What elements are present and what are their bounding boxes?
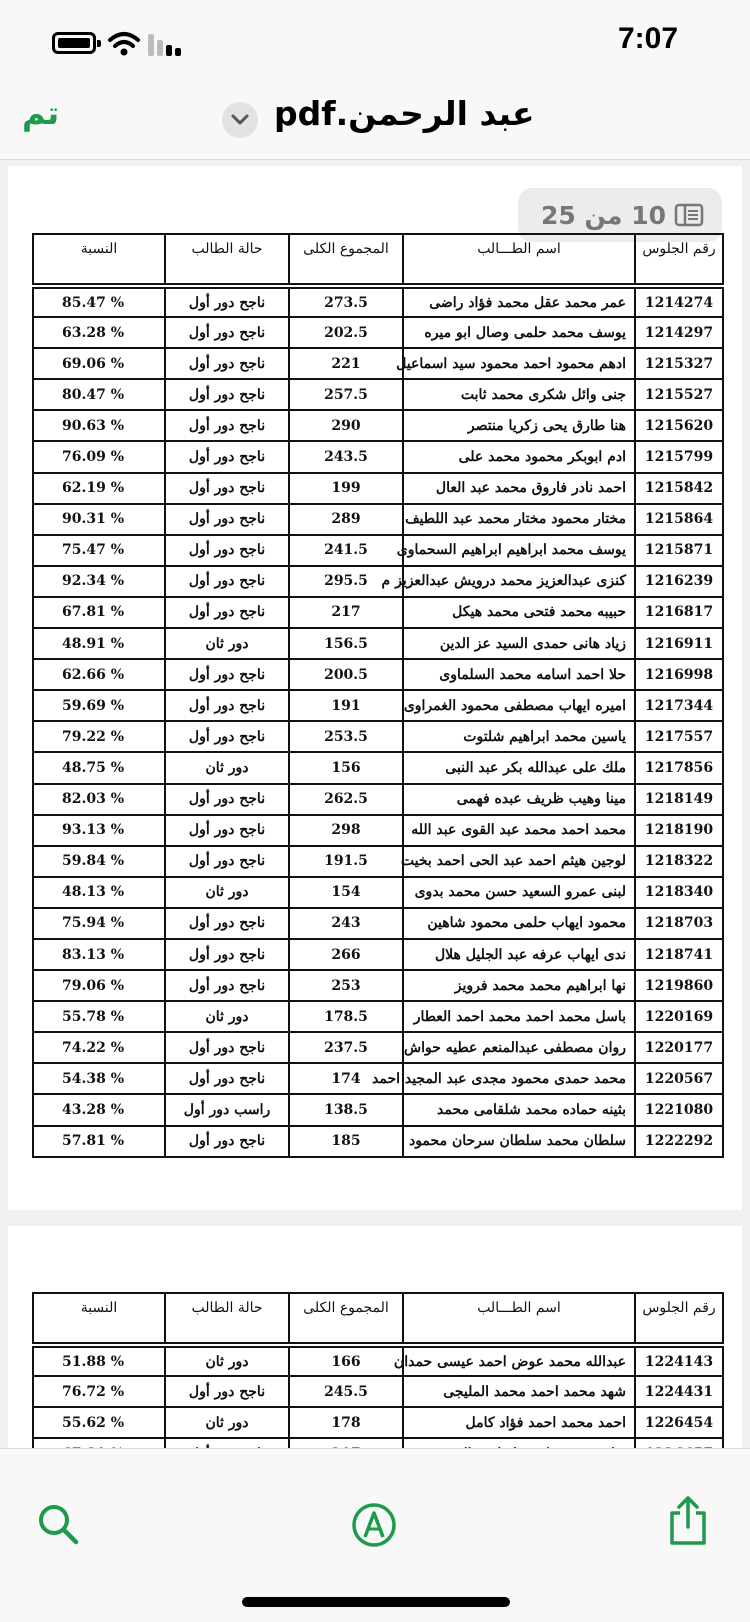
status-cell: ناجح دور أول <box>165 473 289 504</box>
status-cell: ناجح دور أول <box>165 286 289 317</box>
seat-no-cell: 1216911 <box>635 628 723 659</box>
header-status: حالة الطالب <box>165 1293 289 1345</box>
total-cell: 217 <box>289 597 403 628</box>
total-cell: 243.5 <box>289 441 403 472</box>
total-cell: 298 <box>289 815 403 846</box>
wifi-icon <box>108 30 140 58</box>
header-status: حالة الطالب <box>165 234 289 286</box>
student-name-cell: حلا احمد اسامه محمد السلماوى <box>403 659 635 690</box>
results-table <box>32 233 724 1158</box>
seat-no-cell: 1215864 <box>635 504 723 535</box>
page-indicator-text: 10 من 25 <box>541 200 666 230</box>
total-cell: 253 <box>289 970 403 1001</box>
status-cell: ناجح دور أول <box>165 1063 289 1094</box>
student-name-cell: عبدالله محمد عوض احمد عيسى حمدان <box>403 1345 635 1376</box>
pdf-page[interactable] <box>8 166 742 1210</box>
search-icon <box>36 1502 80 1546</box>
battery-icon <box>52 32 96 54</box>
status-cell: ناجح دور أول <box>165 597 289 628</box>
table-row <box>33 317 723 348</box>
student-name-cell: يوسف محمد حلمى وصال ابو ميره <box>403 317 635 348</box>
student-name-cell: ادهم محمود احمد محمود سيد اسماعيل <box>403 348 635 379</box>
status-cell: دور ثان <box>165 752 289 783</box>
total-cell: 191.5 <box>289 846 403 877</box>
table-row <box>33 970 723 1001</box>
percent-cell: 67.81 % <box>33 597 165 628</box>
percent-cell: 85.47 % <box>33 286 165 317</box>
percent-cell: 63.28 % <box>33 317 165 348</box>
student-name-cell: نها ابراهيم محمد محمد فرويز <box>403 970 635 1001</box>
table-row <box>33 348 723 379</box>
seat-no-cell: 1220169 <box>635 1001 723 1032</box>
total-cell: 245.5 <box>289 1376 403 1407</box>
student-name-cell: روان مصطفى عبدالمنعم عطيه حواش <box>403 1032 635 1063</box>
percent-cell: 57.81 % <box>33 1126 165 1157</box>
table-row <box>33 659 723 690</box>
table-row <box>33 441 723 472</box>
table-row <box>33 939 723 970</box>
student-name-cell: زياد هانى حمدى السيد عز الدين <box>403 628 635 659</box>
student-name-cell: محمد حمدى محمود مجدى عبد المجيد احمد <box>403 1063 635 1094</box>
table-row <box>33 1094 723 1125</box>
cellular-signal-icon <box>148 32 184 56</box>
total-cell: 154 <box>289 877 403 908</box>
student-name-cell: عمر محمد عقل محمد فؤاد راضى <box>403 286 635 317</box>
status-cell: ناجح دور أول <box>165 846 289 877</box>
percent-cell: 90.31 % <box>33 504 165 535</box>
status-cell: ناجح دور أول <box>165 504 289 535</box>
percent-cell: 54.38 % <box>33 1063 165 1094</box>
percent-cell: 76.09 % <box>33 441 165 472</box>
navigation-bar <box>0 88 750 160</box>
table-row <box>33 1001 723 1032</box>
status-cell: ناجح دور أول <box>165 535 289 566</box>
table-row <box>33 473 723 504</box>
student-name-cell: سلطان محمد سلطان سرحان محمود <box>403 1126 635 1157</box>
status-cell: ناجح دور أول <box>165 908 289 939</box>
header-student-name: اسم الطـــالب <box>403 234 635 286</box>
percent-cell: 55.78 % <box>33 1001 165 1032</box>
done-button[interactable]: تم <box>22 94 60 132</box>
status-bar <box>0 0 750 88</box>
student-name-cell: كنزى عبدالعزيز محمد درويش عبدالعزيز م <box>403 566 635 597</box>
status-cell: ناجح دور أول <box>165 566 289 597</box>
search-button[interactable] <box>34 1501 82 1549</box>
status-cell: ناجح دور أول <box>165 317 289 348</box>
table-row <box>33 566 723 597</box>
percent-cell: 76.72 % <box>33 1376 165 1407</box>
total-cell: 202.5 <box>289 317 403 348</box>
header-total: المجموع الكلى <box>289 234 403 286</box>
percent-cell: 69.06 % <box>33 348 165 379</box>
student-name-cell: باسل محمد احمد محمد احمد العطار <box>403 1001 635 1032</box>
markup-button[interactable] <box>350 1501 398 1549</box>
total-cell: 241.5 <box>289 535 403 566</box>
table-row <box>33 721 723 752</box>
header-seat-no: رقم الجلوس <box>635 1293 723 1345</box>
status-cell: ناجح دور أول <box>165 659 289 690</box>
student-name-cell: مختار محمود مختار محمد عبد اللطيف <box>403 504 635 535</box>
status-time: 7:07 <box>617 22 678 55</box>
status-cell: ناجح دور أول <box>165 1032 289 1063</box>
student-name-cell: هنا طارق يحى زكريا منتصر <box>403 410 635 441</box>
seat-no-cell: 1221080 <box>635 1094 723 1125</box>
total-cell: 257.5 <box>289 379 403 410</box>
student-name-cell: ياسين محمد ابراهيم شلتوت <box>403 721 635 752</box>
total-cell: 185 <box>289 1126 403 1157</box>
total-cell: 253.5 <box>289 721 403 752</box>
total-cell: 237.5 <box>289 1032 403 1063</box>
total-cell: 295.5 <box>289 566 403 597</box>
table-row <box>33 877 723 908</box>
status-cell: راسب دور أول <box>165 1094 289 1125</box>
total-cell: 266 <box>289 939 403 970</box>
percent-cell: 48.91 % <box>33 628 165 659</box>
percent-cell: 90.63 % <box>33 410 165 441</box>
seat-no-cell: 1224431 <box>635 1376 723 1407</box>
percent-cell: 79.06 % <box>33 970 165 1001</box>
seat-no-cell: 1226454 <box>635 1407 723 1438</box>
percent-cell: 74.22 % <box>33 1032 165 1063</box>
seat-no-cell: 1224143 <box>635 1345 723 1376</box>
table-row <box>33 690 723 721</box>
seat-no-cell: 1218703 <box>635 908 723 939</box>
seat-no-cell: 1215871 <box>635 535 723 566</box>
student-name-cell: احمد نادر فاروق محمد عبد العال <box>403 473 635 504</box>
status-cell: ناجح دور أول <box>165 410 289 441</box>
table-row <box>33 628 723 659</box>
total-cell: 166 <box>289 1345 403 1376</box>
header-total: المجموع الكلى <box>289 1293 403 1345</box>
total-cell: 273.5 <box>289 286 403 317</box>
table-header-row <box>33 234 723 286</box>
student-name-cell: لوجين هيثم احمد عبد الحى احمد بخيت <box>403 846 635 877</box>
percent-cell: 83.13 % <box>33 939 165 970</box>
percent-cell: 93.13 % <box>33 815 165 846</box>
header-percent: النسبة <box>33 1293 165 1345</box>
student-name-cell: شهد محمد احمد محمد المليجى <box>403 1376 635 1407</box>
status-cell: دور ثان <box>165 1001 289 1032</box>
status-cell: دور ثان <box>165 1345 289 1376</box>
table-header-row <box>33 1293 723 1345</box>
student-name-cell: يوسف محمد ابراهيم ابراهيم السحماوى <box>403 535 635 566</box>
student-name-cell: ادم ابوبكر محمود محمد على <box>403 441 635 472</box>
total-cell: 138.5 <box>289 1094 403 1125</box>
seat-no-cell: 1216239 <box>635 566 723 597</box>
total-cell: 200.5 <box>289 659 403 690</box>
table-row <box>33 784 723 815</box>
seat-no-cell: 1215527 <box>635 379 723 410</box>
student-name-cell: جنى وائل شكرى محمد ثابت <box>403 379 635 410</box>
table-row <box>33 410 723 441</box>
table-row <box>33 379 723 410</box>
status-cell: دور ثان <box>165 1407 289 1438</box>
header-seat-no: رقم الجلوس <box>635 234 723 286</box>
status-cell: ناجح دور أول <box>165 815 289 846</box>
total-cell: 178 <box>289 1407 403 1438</box>
seat-no-cell: 1218340 <box>635 877 723 908</box>
markup-icon <box>350 1501 398 1549</box>
status-cell: دور ثان <box>165 877 289 908</box>
student-name-cell: ندى ايهاب عرفه عبد الجليل هلال <box>403 939 635 970</box>
seat-no-cell: 1218190 <box>635 815 723 846</box>
seat-no-cell: 1216817 <box>635 597 723 628</box>
table-row <box>33 597 723 628</box>
percent-cell: 62.66 % <box>33 659 165 690</box>
sidebar-pages-icon <box>674 203 704 227</box>
seat-no-cell: 1218741 <box>635 939 723 970</box>
student-name-cell: حبيبه محمد فتحى محمد هيكل <box>403 597 635 628</box>
status-cell: ناجح دور أول <box>165 1126 289 1157</box>
table-row <box>33 504 723 535</box>
status-cell: ناجح دور أول <box>165 379 289 410</box>
home-indicator <box>242 1597 510 1607</box>
percent-cell: 80.47 % <box>33 379 165 410</box>
student-name-cell: لبنى عمرو السعيد حسن محمد بدوى <box>403 877 635 908</box>
total-cell: 221 <box>289 348 403 379</box>
seat-no-cell: 1215842 <box>635 473 723 504</box>
student-name-cell: احمد محمد احمد فؤاد كامل <box>403 1407 635 1438</box>
seat-no-cell: 1220567 <box>635 1063 723 1094</box>
table-row <box>33 1376 723 1407</box>
total-cell: 174 <box>289 1063 403 1094</box>
percent-cell: 59.69 % <box>33 690 165 721</box>
student-name-cell: ملك على عبدالله بكر عبد النبى <box>403 752 635 783</box>
percent-cell: 48.13 % <box>33 877 165 908</box>
total-cell: 199 <box>289 473 403 504</box>
bottom-toolbar <box>0 1448 750 1622</box>
table-row <box>33 752 723 783</box>
seat-no-cell: 1216998 <box>635 659 723 690</box>
table-row <box>33 535 723 566</box>
student-name-cell: مينا وهيب ظريف عبده فهمى <box>403 784 635 815</box>
status-cell: ناجح دور أول <box>165 690 289 721</box>
total-cell: 290 <box>289 410 403 441</box>
total-cell: 243 <box>289 908 403 939</box>
status-cell: ناجح دور أول <box>165 348 289 379</box>
seat-no-cell: 1214297 <box>635 317 723 348</box>
seat-no-cell: 1217557 <box>635 721 723 752</box>
percent-cell: 43.28 % <box>33 1094 165 1125</box>
percent-cell: 82.03 % <box>33 784 165 815</box>
seat-no-cell: 1219860 <box>635 970 723 1001</box>
total-cell: 262.5 <box>289 784 403 815</box>
title-menu-button[interactable] <box>222 102 258 138</box>
table-row <box>33 908 723 939</box>
seat-no-cell: 1214274 <box>635 286 723 317</box>
seat-no-cell: 1217344 <box>635 690 723 721</box>
seat-no-cell: 1220177 <box>635 1032 723 1063</box>
percent-cell: 48.75 % <box>33 752 165 783</box>
status-cell: ناجح دور أول <box>165 939 289 970</box>
status-cell: ناجح دور أول <box>165 784 289 815</box>
percent-cell: 59.84 % <box>33 846 165 877</box>
student-name-cell: محمد احمد محمد عبد القوى عبد الله <box>403 815 635 846</box>
student-name-cell: محمود ايهاب حلمى محمود شاهين <box>403 908 635 939</box>
seat-no-cell: 1217856 <box>635 752 723 783</box>
total-cell: 156.5 <box>289 628 403 659</box>
table-row <box>33 286 723 317</box>
seat-no-cell: 1218322 <box>635 846 723 877</box>
status-cell: ناجح دور أول <box>165 441 289 472</box>
percent-cell: 55.62 % <box>33 1407 165 1438</box>
percent-cell: 75.94 % <box>33 908 165 939</box>
seat-no-cell: 1218149 <box>635 784 723 815</box>
student-name-cell: اميره ايهاب مصطفى محمود الغمراوى <box>403 690 635 721</box>
table-row <box>33 1063 723 1094</box>
percent-cell: 92.34 % <box>33 566 165 597</box>
status-cell: ناجح دور أول <box>165 1376 289 1407</box>
status-cell: دور ثان <box>165 628 289 659</box>
total-cell: 178.5 <box>289 1001 403 1032</box>
percent-cell: 75.47 % <box>33 535 165 566</box>
header-percent: النسبة <box>33 234 165 286</box>
percent-cell: 62.19 % <box>33 473 165 504</box>
table-row <box>33 1407 723 1438</box>
total-cell: 289 <box>289 504 403 535</box>
seat-no-cell: 1215620 <box>635 410 723 441</box>
header-student-name: اسم الطـــالب <box>403 1293 635 1345</box>
student-name-cell: بثينه حماده محمد شلقامى محمد <box>403 1094 635 1125</box>
status-cell: ناجح دور أول <box>165 970 289 1001</box>
document-title[interactable]: عبد الرحمن.pdf <box>274 94 535 133</box>
share-button[interactable] <box>664 1495 712 1543</box>
pdf-page[interactable] <box>8 1226 742 1486</box>
table-row <box>33 815 723 846</box>
chevron-down-icon <box>231 114 249 126</box>
results-table <box>32 1292 724 1470</box>
seat-no-cell: 1222292 <box>635 1126 723 1157</box>
total-cell: 191 <box>289 690 403 721</box>
percent-cell: 51.88 % <box>33 1345 165 1376</box>
percent-cell: 79.22 % <box>33 721 165 752</box>
seat-no-cell: 1215327 <box>635 348 723 379</box>
share-icon <box>666 1495 710 1547</box>
table-row <box>33 1126 723 1157</box>
table-row <box>33 846 723 877</box>
total-cell: 156 <box>289 752 403 783</box>
status-cell: ناجح دور أول <box>165 721 289 752</box>
seat-no-cell: 1215799 <box>635 441 723 472</box>
table-row <box>33 1032 723 1063</box>
table-row <box>33 1345 723 1376</box>
